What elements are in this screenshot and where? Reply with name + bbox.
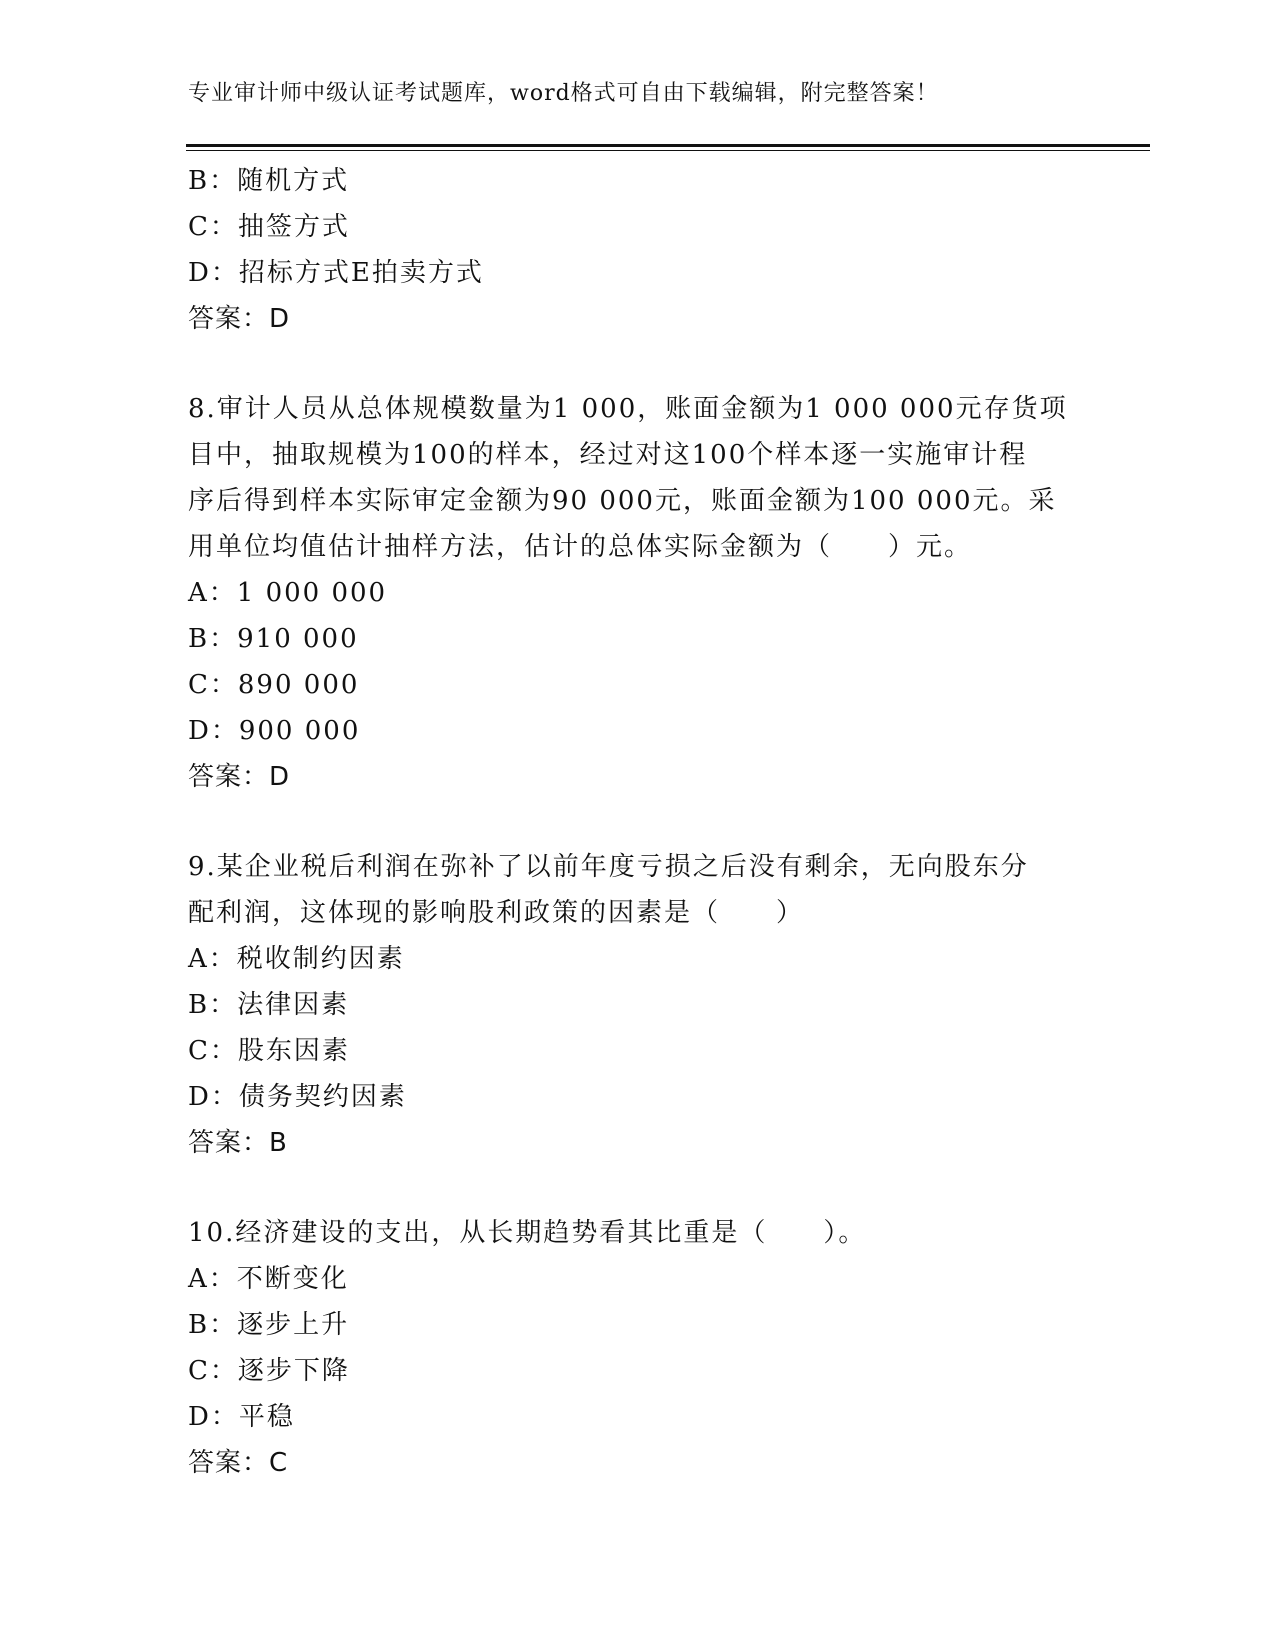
question-7-continued [188, 158, 1088, 342]
header-rule-thick [186, 144, 1150, 147]
question-stem-line: 序后得到样本实际审定金额为90 000元，账面金额为100 000元。采 [188, 486, 1057, 516]
option-b: B：随机方式 [188, 166, 350, 196]
option-c: C：股东因素 [188, 1036, 350, 1066]
option-d: D：平稳 [188, 1402, 295, 1432]
option-c: C：逐步下降 [188, 1356, 350, 1386]
answer: 答案：C [188, 1448, 289, 1478]
question-9 [188, 844, 1088, 1166]
question-stem-line: 8.审计人员从总体规模数量为1 000，账面金额为1 000 000元存货项 [188, 394, 1068, 424]
answer: 答案：D [188, 304, 291, 334]
question-stem-line: 目中，抽取规模为100的样本，经过对这100个样本逐一实施审计程 [188, 440, 1028, 470]
question-stem-line: 配利润，这体现的影响股利政策的因素是（ ） [188, 898, 805, 928]
question-stem-line: 用单位均值估计抽样方法，估计的总体实际金额为（ ）元。 [188, 532, 973, 562]
option-a: A：不断变化 [188, 1264, 349, 1294]
option-a: A：1 000 000 [188, 578, 388, 608]
question-10 [188, 1210, 1088, 1486]
option-a: A：税收制约因素 [188, 944, 405, 974]
option-b: B：逐步上升 [188, 1310, 350, 1340]
answer: 答案：B [188, 1128, 288, 1158]
question-stem-line: 9.某企业税后利润在弥补了以前年度亏损之后没有剩余，无向股东分 [188, 852, 1029, 882]
option-d: D：900 000 [188, 716, 361, 746]
option-c: C：890 000 [188, 670, 360, 700]
document-body [188, 158, 1088, 1486]
option-b: B：法律因素 [188, 990, 350, 1020]
option-d: D：债务契约因素 [188, 1082, 407, 1112]
answer: 答案：D [188, 762, 291, 792]
question-stem-line: 10.经济建设的支出，从长期趋势看其比重是（ ）。 [188, 1218, 867, 1248]
question-8 [188, 386, 1088, 800]
option-c: C：抽签方式 [188, 212, 350, 242]
option-d: D：招标方式E拍卖方式 [188, 258, 484, 288]
header-rule-thin [186, 150, 1150, 151]
page-header: 专业审计师中级认证考试题库，word格式可自由下载编辑，附完整答案！ [188, 81, 939, 106]
option-b: B：910 000 [188, 624, 359, 654]
